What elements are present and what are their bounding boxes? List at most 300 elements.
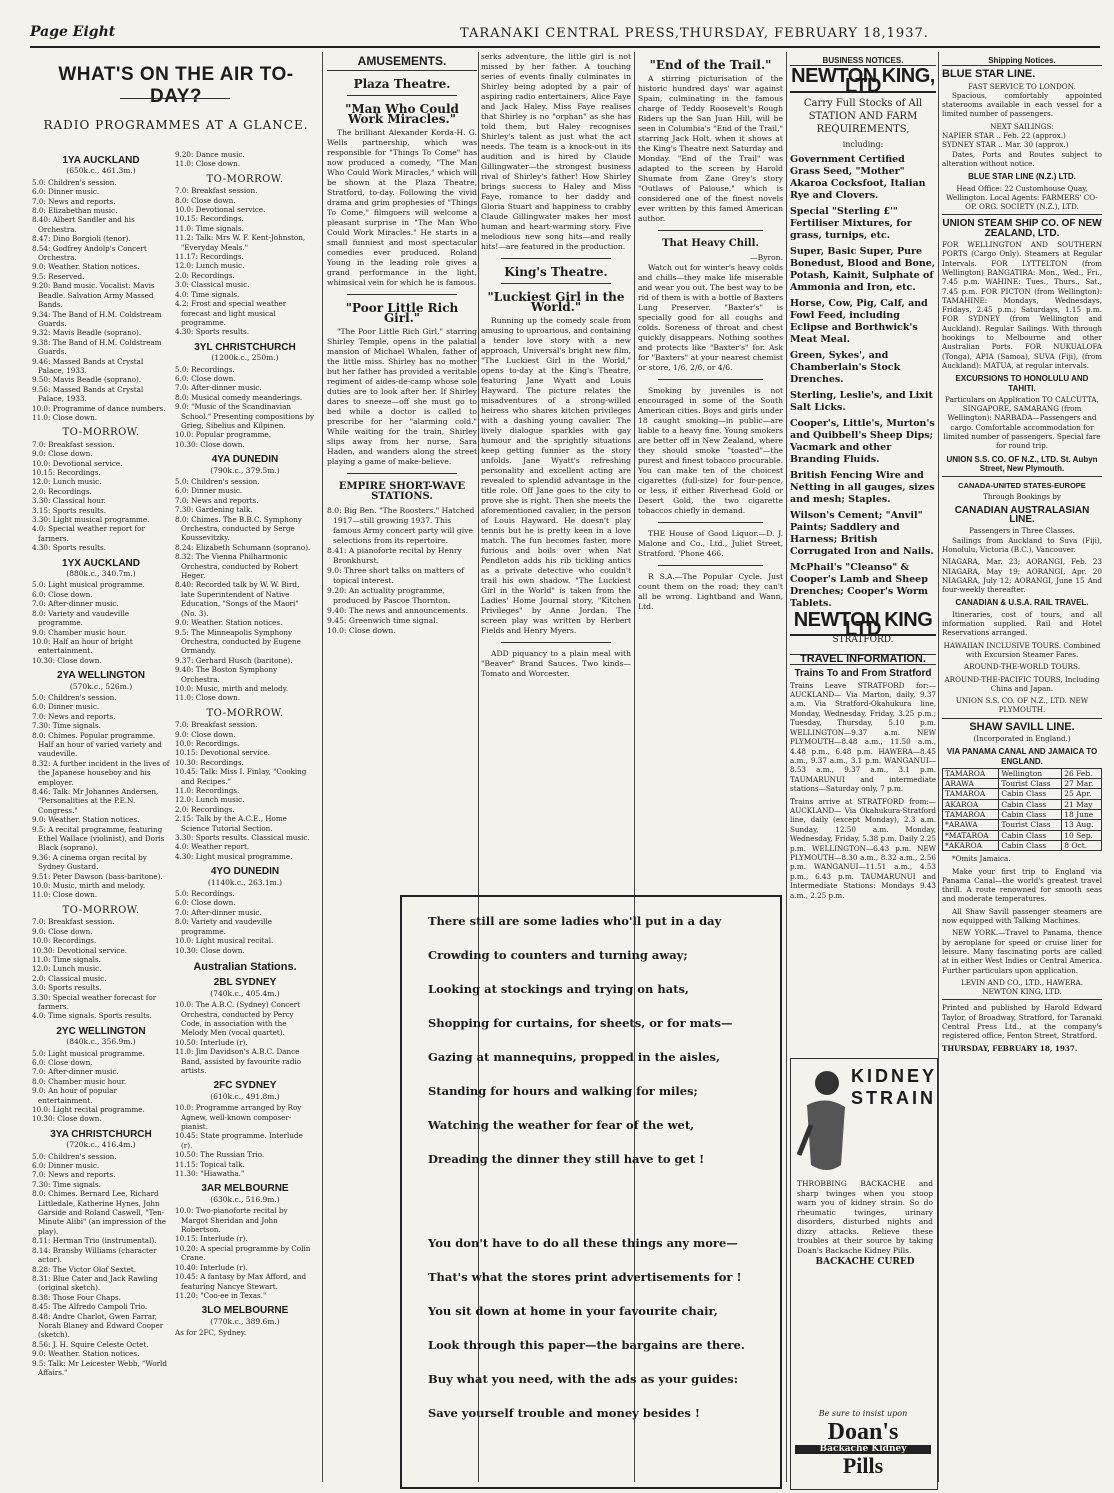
programme-item: 7.0: News and reports. (32, 711, 116, 721)
table-row (943, 789, 1102, 799)
programme-item: 6.0: Close down. (175, 373, 236, 383)
programme-item: 7.0: After-dinner music. (32, 1067, 119, 1077)
divider (347, 95, 457, 96)
programme-item: 4.2: Frost and special weather forecast and light musical programme. (175, 299, 287, 327)
table-row (943, 830, 1102, 840)
programme-item: 11.17: Recordings. (175, 252, 244, 262)
table-cell: TAMAROA (943, 789, 999, 799)
programme-item: 9.0: "Music of the Scandinavian School." Presenting compositions by Grieg, Sibelius and Kilpinen. (175, 402, 315, 430)
empire-heading: EMPIRE SHORT-WAVE STATIONS. (338, 481, 466, 502)
programme-list (175, 1103, 315, 1178)
programme-item: 9.0: Three short talks on matters of topical interest. (327, 566, 464, 585)
column-divider (938, 52, 939, 1482)
next-sailings: NEXT SAILINGS: (990, 121, 1054, 131)
programme-item: 10.15: Interlude (r). (175, 1234, 248, 1244)
page-header (30, 24, 1100, 48)
programme-item: 12.0: Lunch music. (175, 261, 245, 271)
table-cell: AKAROA (943, 799, 999, 809)
programme-list (32, 440, 170, 553)
programme-list (32, 917, 170, 1020)
station-freq: (610k.c., 491.8m.) (210, 1091, 280, 1101)
programme-item: 10.45: State programme. Interlude (r). (175, 1131, 303, 1150)
programme-list (175, 186, 315, 337)
programme-item: 9.40: The Boston Symphony Orchestra. (175, 665, 278, 684)
programme-item: 8.46: Talk: Mr Johannes Andersen, "Personalities at the P.E.N. Congress." (32, 787, 159, 815)
station-heading: 1YA AUCKLAND (62, 155, 140, 166)
programme-item: 9.38: The Band of H.M. Coldstream Guards. (32, 337, 162, 357)
programme-item: 5.0: Light musical programme. (32, 1048, 145, 1058)
sailing-table (942, 768, 1102, 851)
panama-heading: VIA PANAMA CANAL AND JAMAICA TO ENGLAND. (946, 747, 1098, 766)
ornament-rule (120, 98, 230, 99)
programme-item: 2.0: Recordings. (175, 270, 235, 280)
article-paragraph: "The Poor Little Rich Girl," starring Shirley Temple, opens in the palatial mansion of Michael Whalen, father of the little miss. Shirley has no mother but her father has provided a veritable regiment of aides-de-camp whose sole duties are to look after her. If Shirley dares to sneeze—off she must go to bed while a doctor is called to prescribe for her "alarming cold." While waiting for the train, Shirley slips away from her nurse, Sara Haden, and wanders along the street playing a game of make-believe. (327, 327, 477, 466)
station-heading: 2YC WELLINGTON (56, 1025, 146, 1037)
stock-item: Government Certified Grass Seed, "Mother" Akaroa Cocksfoot, Italian Rye and Clovers. (790, 153, 926, 201)
programme-item: 10.0: Two-pianoforte recital by Margot Sheridan and John Robertson. (175, 1206, 288, 1235)
table-cell: Cabin Class (999, 830, 1062, 840)
poem-line: Standing for hours and walking for miles; (428, 1084, 698, 1098)
doans-sub: Backache Kidney (795, 1445, 931, 1455)
programme-item: 3.30: Light musical programme. (32, 515, 150, 525)
programme-item: 8.0: Big Ben. "The Roosters." Hatched 1917—still growing 1937. This famous Army concert party will give selections from its repertoire. (327, 506, 475, 545)
station-freq: (650k.c., 461.3m.) (66, 166, 136, 176)
poem-line: Save yourself trouble and money besides ! (428, 1406, 700, 1420)
trail-heading: "End of the Trail." (649, 58, 772, 72)
blue-star-nz: BLUE STAR LINE (N.Z.) LTD. (968, 172, 1076, 182)
programme-item: 3.15: Sports results. (32, 505, 107, 515)
programme-item: 7.0: News and reports. (32, 1170, 116, 1180)
programme-item: 10.30: Recordings. (175, 757, 244, 767)
programme-item: 10.30: Devotional service. (32, 945, 127, 955)
programme-item: 10.0: Recordings. (175, 738, 240, 748)
world-tours: AROUND-THE-WORLD TOURS. (963, 662, 1080, 672)
backache-cured: BACKACHE CURED (815, 1257, 915, 1267)
programme-item: 4.0: Weather report. (175, 842, 250, 852)
imprint-date: THURSDAY, FEBRUARY 18, 1937. (942, 1043, 1078, 1053)
poem-line: Crowding to counters and turning away; (428, 948, 688, 962)
programme-item: 2.0: Recordings. (175, 804, 235, 814)
radio-column-2 (175, 150, 315, 1485)
programme-item: 9.56: Massed Bands at Crystal Palace, 1933. (32, 384, 144, 404)
programme-item: 7.0: Breakfast session. (32, 917, 115, 927)
programme-item: 3.0: Sports results. (32, 983, 102, 993)
programme-item: 7.0: News and reports. (175, 495, 259, 505)
article-paragraph: serks adventure, the little girl is not missed by her father. A touching series of events finally culminates in Shirley being adopted by a pair of aspiring radio entertainers, Alice Faye and Jack Haley. Miss Faye realises that Shirley is no "orphan" as she has told them, but Haley recognises Shirley's talent as just what the act needs. The team is a knock-out in its audition and is hired by Claude Gillingwater—the strongest business rival of Shirley's father! How Shirley brings success to Haley and Miss Faye, romance to her daddy and Gloria Stuart and happiness to crabby Claude Gillingwater makes her most human and heart-warming story. Five melodious new song hits—and really hits!—are featured in the production. (481, 52, 631, 251)
sailing-line: SYDNEY STAR .. Mar. 30 (approx.) (942, 140, 1069, 150)
programme-item: 9.0: Weather. Station notices. (32, 1349, 140, 1359)
programme-item: 9.32: Mavis Beadle (soprano). (32, 328, 142, 338)
programme-item: 8.0: Chimes. Bernard Lee, Richard Littledale, Katherine Hynes, John Garside and Roland Caswell, "Ten-Minute Alibi" (an impression of the play). (32, 1189, 166, 1236)
programme-item: 11.20: "Coo-ee in Texas." (175, 1290, 267, 1300)
programme-item: 10.0: Light recital programme. (32, 1105, 145, 1114)
table-cell: TAMAROA (943, 768, 999, 778)
pacific-tours: AROUND-THE-PACIFIC TOURS, Including China and Japan. (944, 674, 1100, 693)
station-freq: (630k.c., 516.9m.) (210, 1194, 280, 1204)
programme-item: 11.0: Jim Davidson's A.B.C. Dance Band, assisted by favourite radio artists. (175, 1047, 302, 1075)
programme-item: 9.34: The Band of H.M. Coldstream Guards. (32, 309, 162, 328)
article-paragraph: Smoking by juveniles is not encouraged in some of the South American cities. Boys and girls under 18 caught smoking—in public—are liable to a heavy fine. Young smokers are better off in New Zealand, where they should smoke "toasted"—the purest and finest tobacco procurable. You can make ten of the choicest cigarettes (full-size) for four-pence, or less, if either Riverhead Gold or Desert Gold, the two cigarette tobaccos chiefly in demand. (638, 386, 783, 515)
table-cell: TAMAROA (943, 810, 999, 820)
programme-item: 12.0: Lunch music. (32, 964, 102, 974)
poem-line: Gazing at mannequins, propped in the aisles, (428, 1050, 721, 1064)
programme-item: 12.0: Lunch music. (175, 795, 245, 805)
divider (501, 258, 611, 259)
tomorrow-heading: TO-MORROW. (206, 707, 284, 719)
programme-item: 8.48: Andre Charlot, Gwen Farrar, Norah Blaney and Edward Cooper (sketch). (32, 1311, 164, 1340)
programme-item: 6.0: Dinner music. (32, 702, 100, 712)
table-row (943, 820, 1102, 830)
travel-heading: TRAVEL INFORMATION. (790, 654, 936, 665)
programme-item: 3.30: Classical hour. (32, 496, 106, 506)
programme-list (32, 1049, 170, 1124)
programme-item: 8.32: The Vienna Philharmonic Orchestra, conducted by Robert Heger. (175, 552, 299, 581)
programme-item: 3.30: Special weather forecast for farmers. (32, 992, 157, 1011)
table-cell: 21 May (1062, 799, 1102, 809)
programme-item: 10.30: Close down. (175, 945, 245, 955)
programme-item: 9.0: An hour of popular entertainment. (32, 1086, 117, 1105)
three-classes: Passengers in Three Classes. (969, 526, 1075, 536)
programme-item: 9.0: Weather. Station notices. (175, 618, 283, 628)
programme-item: 11.2: Talk: Mrs W. F. Kent-Johnston, "Everyday Meals." (175, 233, 306, 252)
programme-item: 10.0: Light musical recital. (175, 936, 274, 946)
poem-line: Looking at stockings and trying on hats, (428, 982, 689, 996)
kidney-body (797, 1179, 933, 1268)
programme-list (32, 178, 170, 423)
programme-item: 9.40: The news and announcements. (327, 606, 468, 615)
programme-item: 6.0: Dinner music. (175, 486, 243, 496)
excursion-heading: EXCURSIONS TO HONOLULU AND TAHITI. (955, 374, 1089, 393)
programme-item: 6.0: Close down. (175, 898, 236, 908)
station-heading: 3AR MELBOURNE (201, 1183, 289, 1195)
film-title: "Poor Little Rich Girl." (345, 301, 459, 325)
insist-text: Be sure to insist upon (818, 1409, 908, 1418)
programme-item: 7.30: Time signals. (32, 1179, 101, 1189)
programme-item: 10.0: Music, mirth and melody. (32, 881, 146, 891)
table-cell: 25 Apr. (1062, 789, 1102, 799)
programme-list (32, 693, 170, 900)
radio-column-1 (32, 150, 170, 1485)
programme-item: 10.15: Recordings. (175, 214, 244, 224)
station-freq: (1140k.c., 263.1m.) (207, 877, 283, 887)
notice-paragraph: Make your first trip to England via Panama Canal—the world's greatest travel thrill. A route renowned for smooth seas and moderate temperatures. (942, 866, 1102, 904)
newton-king-items (790, 154, 936, 610)
newton-king-incl: including: (842, 140, 884, 150)
station-heading: 3YA CHRISTCHURCH (50, 1128, 152, 1140)
notice-paragraph: Itineraries, cost of tours, and all information supplied. Rail and Hotel Reservations arranged. (942, 609, 1102, 638)
amusements-heading: AMUSEMENTS. (327, 56, 477, 71)
programme-item: 6.0: Dinner music. (32, 1161, 100, 1171)
table-cell: Cabin Class (999, 799, 1062, 809)
imprint: Printed and published by Harold Edward Taylor, of Broadway, Stratford, for Taranaki Central Press Ltd., at the company's registered office, Fenton Street, Stratford. (942, 1003, 1102, 1041)
notice-paragraph: Particulars on Application TO CALCUTTA, SINGAPORE, SAMARANG (from Wellington): NARBADA—Passengers and cargo. Comfortable accommodation for limited number of passengers. Special fare for round trip. (943, 394, 1101, 451)
table-cell: Wellington (999, 768, 1062, 778)
programme-list (175, 889, 315, 955)
programme-item: 10.0: The A.B.C. (Sydney) Concert Orchestra, conducted by Percy Code, in association with the Melody Men (vocal quartet). (175, 1000, 301, 1038)
programme-list (175, 1206, 315, 1300)
poem-line: There still are some ladies who'll put in a day (428, 914, 722, 928)
kings-column (481, 52, 631, 882)
article-paragraph: Running up the comedy scale from amusing to uproarious, and containing a tender love story with a new approach, Universal's bright new film, "The Luckiest Girl in the World," opens to-day at the King's Theatre, featuring Jane Wyatt and Louis Hayward. The picture relates the misadventures of a strong-willed heiress who shares kitchen privileges with a dashing young cavalier. The lively dialogue sparkles with gay humour and the sprightly situations keep getting funnier as the story unfolds. Jane Wyatt's refreshing personality and excellent acting are revealed to splendid advantage in the title role. Off Jane goes to the city to prove she is right. Then she meets the aforementioned cavalier, in the person of Louis Hayward. He doesn't play tennis but he is pretty keen in a love match. The fun becomes faster, more furious and boils over when Nat Pendleton adds his rib tickling antics as a private detective who couldn't trail his own shadow. "The Luckiest Girl in the World" is taken from the Ladies' Home Journal story, "Kitchen Privileges" by Anne Jordan. The screen play was written by Herbert Fields and Henry Myers. (481, 316, 631, 635)
programme-item: 10.0: Programme of dance numbers. (32, 403, 166, 413)
poem-line: Dreading the dinner they still have to get ! (428, 1152, 705, 1166)
divider (658, 379, 763, 380)
programme-item: 9.5: Reserved. (32, 271, 85, 281)
station-freq: (880k.c., 340.7m.) (66, 569, 136, 579)
business-heading: BUSINESS NOTICES. (790, 56, 936, 66)
table-cell: *MATAROA (943, 830, 999, 840)
trains-leave: Trains Leave STRATFORD for:—AUCKLAND— Via Marton, daily, 9.37 a.m. Via Stratford-Okahukura line, Monday, Wednesday, Friday, 3.25 p.m.; Tuesday, Thursday, 5.10 p.m. WELLINGTON—9.37 a.m. NEW PLYMOUTH—8.48 a.m., 11.50 a.m., 4.48 p.m., 6.48 p.m. HAWERA—8.45 a.m., 9.37 a.m., 3.1 p.m. WANGANUI—8.53 a.m., 9.37 a.m., 3.1 p.m. TAUMARUNUI and intermediate stations—Saturday only, 7 p.m. (790, 680, 936, 794)
chill-byline: —Byron. (750, 253, 783, 262)
programme-item: 10.30: Close down. (32, 1114, 102, 1124)
table-row (943, 810, 1102, 820)
divider (347, 473, 457, 474)
programme-item: 7.0: After-dinner music. (175, 383, 262, 393)
divider (942, 718, 1102, 719)
programme-item: 9.37: Gerhard Husch (baritone). (175, 655, 293, 665)
hawaiian-tours: HAWAIIAN INCLUSIVE TOURS. Combined with Excursion Steamer Fares. (943, 640, 1101, 659)
table-cell: 10 Sep. (1062, 830, 1102, 840)
programme-item: 7.30: Time signals. (32, 721, 101, 731)
programme-item: 7.0: Breakfast session. (32, 439, 115, 449)
programme-item: 8.56: J. H. Squire Celeste Octet. (32, 1339, 149, 1349)
sauce-advert: ADD piquancy to a plain meal with "Beaver" Brand Sauces. Two kinds—Tomato and Worcester. (481, 649, 631, 678)
stock-item: Green, Sykes', and Chamberlain's Stock Drenches. (790, 349, 901, 385)
programme-item: 9.20: Dance music. (175, 150, 245, 159)
station-freq: (740k.c., 405.4m.) (210, 988, 280, 998)
notice-paragraph: NEW YORK.—Travel to Panama, thence by aeroplane for speed or cruise liner for leisure. Many fascinating ports are called at in either West Indies or Central America. Further particulars upon application. (942, 928, 1102, 975)
kings-film-title: "Luckiest Girl in the World." (487, 290, 625, 314)
programme-list (175, 365, 315, 450)
programme-item: 9.5: The Minneapolis Symphony Orchestra, conducted by Eugene Ormandy. (175, 627, 301, 656)
programme-item: 6.0: Close down. (32, 589, 93, 599)
kings-heading: King's Theatre. (504, 265, 608, 279)
australian-heading: Australian Stations. (193, 960, 297, 973)
notice-paragraph: Spacious, comfortably appointed staterooms available in each vessel for a limited number of passengers. (942, 90, 1102, 119)
tomorrow-heading: TO-MORROW. (62, 904, 140, 916)
programme-item: 10.0: Devotional service. (175, 205, 266, 215)
programme-item: 11.0: Close down. (32, 890, 98, 900)
programme-item: 6.0: Close down. (32, 1057, 93, 1067)
trains-heading: Trains To and From Stratford (794, 668, 932, 680)
agents: LEVIN AND CO., LTD., HAWERA. NEWTON KING, LTD. (960, 977, 1083, 997)
station-heading: 2BL SYDNEY (213, 977, 277, 989)
programme-item: 9.0: Weather. Station notices. (32, 262, 140, 272)
programme-item: 6.0: Dinner music. (32, 187, 100, 197)
station-heading: 3LO MELBOURNE (201, 1305, 289, 1317)
newton-king-carry: Carry Full Stocks of All STATION AND FARM REQUIREMENTS, (803, 98, 923, 136)
article-paragraph: Watch out for winter's heavy colds and chills—they make life miserable and wear you out. The best way to be rid of them is with a bottle of Baxters Lung Preserver. "Baxter's" is specially good for all coughs and colds. Soreness of throat and chest quickly disappears. Nothing soothes and protects like "Baxter's" for. Ask for "Baxters" at your nearest chemist or store, 1/6, 2/6, or 4/6. (638, 263, 783, 372)
programme-item: 4.30: Sports results. (32, 543, 107, 553)
programme-item: 8.0: Chimes. Popular programme. Half an hour of varied variety and vaudeville. (32, 730, 162, 759)
newton-king-logo: NEWTON KING, LTD (791, 65, 935, 97)
column-divider (322, 52, 323, 1482)
programme-item: 9.46: Massed Bands at Crystal Palace, 1933. (32, 356, 144, 375)
programme-list (175, 150, 315, 169)
plaza-heading: Plaza Theatre. (353, 77, 451, 91)
programme-item: 9.5: Talk: Mr Leicester Webb, "World Affairs." (32, 1358, 167, 1377)
programme-item: 11.0: Time signals. (175, 223, 244, 233)
programme-item: 11.0: Recordings. (175, 786, 240, 795)
programme-item: 8.31: Blue Cater and Jack Rawling (original sketch). (32, 1273, 158, 1293)
table-row (943, 768, 1102, 778)
station-heading: 2FC SYDNEY (213, 1080, 277, 1092)
notice-paragraph: Sailings from Auckland to Suva (Fiji), Honolulu, Victoria (B.C.), Vancouver. (942, 535, 1102, 554)
union-address: UNION S.S. CO. OF N.Z., LTD. St. Aubyn Street, New Plymouth. (946, 454, 1098, 473)
stock-item: Super, Basic Super, Pure Bonedust, Blood and Bone, Potash, Kainit, Sulphate of Ammonia and Iron, etc. (790, 245, 936, 293)
table-cell: 8 Oct. (1062, 840, 1102, 850)
programme-item: 8.40: Recorded talk by W. W. Bird, late Superintendent of Native Education, "Songs of the Maori" (No. 3). (175, 580, 300, 618)
programme-item: 4.30: Sports results. (175, 327, 250, 337)
station-freq: (840k.c., 356.9m.) (66, 1037, 136, 1047)
cycle-advert: R S.A.—The Popular Cycle. Just count them on the road; they can't all be wrong. Lightband and Wann, Ltd. (638, 572, 783, 611)
divider (942, 999, 1102, 1000)
divider (942, 476, 1102, 477)
poem-line: That's what the stores print advertisements for ! (428, 1270, 742, 1284)
programme-item: 4.0: Special weather report for farmers. (32, 524, 145, 543)
programme-item: 8.0: Variety and vaudeville programme. (175, 917, 273, 936)
business-column (790, 52, 936, 1052)
poem-line: Watching the weather for fear of the wet, (428, 1118, 695, 1132)
article-paragraph: A stirring picturisation of the historic hundred days' war against Spain, culminating in the famous charge of Teddy Roosevelt's Rough Riders up the San Juan Hill, will be seen in Columbia's "End of the Trail," starring Jack Holt, when it shows at the King's Theatre next Saturday and Monday. "End of the Trail" was adapted to the screen by Harold Shumate from Zane Grey's story "Outlaws of Palouse," which is considered one of the finest novels ever written by this famed American author. (638, 74, 783, 223)
doans-advert (790, 1058, 938, 1490)
shaw-sub: (Incorporated in England.) (973, 734, 1071, 743)
sailing-line: NAPIER STAR .. Feb. 22 (approx.) (942, 131, 1066, 141)
programme-item: 3.0: Classical music. (175, 280, 250, 290)
programme-item: 11.0: Close down. (175, 159, 241, 169)
programme-item: 9.0: Chamber music hour. (32, 627, 127, 637)
programme-item: 8.0: Variety and vaudeville programme. (32, 608, 130, 628)
table-cell: 13 Aug. (1062, 820, 1102, 830)
plaza-film-title: "Man Who Could Work Miracles." (345, 102, 459, 126)
programme-item: 8.47: Dino Borgioli (tenor). (32, 234, 131, 244)
programme-item: 8.14: Bransby Williams (character actor). (32, 1245, 157, 1265)
divider (942, 214, 1102, 215)
programme-item: 4.0: Time signals. (175, 289, 240, 299)
rail-heading: CANADIAN & U.S.A. RAIL TRAVEL. (955, 598, 1089, 608)
station-freq: (770k.c., 389.6m.) (210, 1316, 280, 1326)
programme-item: 9.0: Weather. Station notices. (32, 815, 140, 825)
table-cell: *AKAROA (943, 840, 999, 850)
blue-star-heading: BLUE STAR LINE. (942, 68, 1036, 81)
table-cell: 27 Mar. (1062, 779, 1102, 789)
table-row (943, 779, 1102, 789)
programme-item: 10.15: Recordings. (32, 468, 101, 477)
programme-item: 4.0: Time signals. Sports results. (32, 1011, 152, 1021)
shipping-heading: Shipping Notices. (942, 56, 1102, 66)
programme-item: 5.0: Children's session. (32, 177, 117, 187)
notice-paragraph: NIAGARA, Mar. 23; AORANGI, Feb. 23 NIAGARA, May 19; AORANGI, Apr. 20 NIAGARA, July 12; AORANGI, June 15 And four-weekly thereafter. (942, 557, 1102, 595)
notice-paragraph: Head Office: 22 Customhouse Quay, Wellington. Local Agents: FARMERS' CO-OP. ORG. SOCIETY (N.Z.), LTD. (946, 183, 1098, 212)
kidney-title: KIDNEY STRAIN (851, 1066, 937, 1108)
programme-item: 10.0: Popular programme. (175, 430, 271, 440)
radio-subheadline: RADIO PROGRAMMES AT A GLANCE. (43, 118, 309, 132)
programme-item: 5.0: Children's session. (32, 1151, 117, 1161)
table-cell: Cabin Class (999, 789, 1062, 799)
programme-item: 9.51: Peter Dawson (bass-baritone). (32, 871, 163, 881)
table-cell: 26 Feb. (1062, 768, 1102, 778)
programme-item: 5.0: Recordings. (175, 889, 235, 899)
table-row (943, 799, 1102, 809)
programme-item: 8.38: Those Four Chaps. (32, 1292, 121, 1302)
notice-paragraph: Dates, Ports and Routes subject to alteration without notice. (942, 149, 1102, 168)
programme-item: 12.0: Lunch music. (32, 477, 102, 487)
doans-pills: Pills (842, 1453, 884, 1478)
table-cell: *ARAWA (943, 820, 999, 830)
programme-item: 5.0: Light musical programme. (32, 580, 145, 590)
programme-item: 10.0: Close down. (327, 626, 396, 635)
poem-line: Shopping for curtains, for sheets, or for mats— (428, 1016, 733, 1030)
shipping-column (942, 52, 1102, 1482)
programme-item: As for 2FC, Sydney. (175, 1328, 247, 1338)
station-heading: 1YX AUCKLAND (62, 557, 140, 569)
stock-item: British Fencing Wire and Netting in all gauges, sizes and mesh; Staples. (790, 469, 935, 505)
programme-item: 10.30: Close down. (175, 439, 245, 449)
masthead: TARANAKI CENTRAL PRESS,THURSDAY, FEBRUARY 18,1937. (460, 26, 929, 41)
station-freq: (1200k.c., 250m.) (211, 353, 279, 363)
programme-item: 10.20: A special programme by Colin Crane. (175, 1243, 311, 1263)
programme-item: 10.45: A fantasy by Max Afford, and featuring Nancye Stewart. (175, 1272, 307, 1291)
station-heading: 2YA WELLINGTON (57, 670, 145, 682)
kidney-text: THROBBING BACKACHE and sharp twinges when you stoop warn you of kidney strain. So do rheumatic twinges, urinary disorders, disturbed nights and dizzy attacks. Relieve these troubles at their source by taking Doan's Backache Kidney Pills. (797, 1179, 933, 1255)
doans-logo (795, 1409, 931, 1487)
programme-item: 7.0: Breakfast session. (175, 720, 258, 730)
station-heading: 3YL CHRISTCHURCH (194, 341, 296, 353)
programme-item: 8.0: Close down. (175, 195, 236, 205)
programme-item: 8.54: Godfrey Andolp's Concert Orchestra. (32, 243, 147, 263)
programme-item: 2.0: Classical music. (32, 973, 107, 983)
table-cell: Cabin Class (999, 840, 1062, 850)
programme-item: 3.30: Sports results. Classical music. (175, 833, 310, 843)
programme-item: 11.0: Close down. (32, 412, 98, 422)
programme-item: 2.0: Recordings. (32, 486, 92, 496)
programme-list (32, 580, 170, 665)
programme-item: 8.0: Chimes. The B.B.C. Symphony Orchestra, conducted by Serge Koussevitzky. (175, 514, 302, 543)
newton-king-logo-2: NEWTON KING LTD (790, 616, 936, 637)
station-freq: (720k.c., 416.4m.) (66, 1140, 136, 1150)
through-bookings: Through Bookings by (983, 492, 1061, 502)
programme-item: 10.0: Half an hour of bright entertainment. (32, 636, 133, 656)
programme-item: 11.15: Topical talk. (175, 1159, 245, 1169)
programme-item: 7.30: Gardening talk. (175, 505, 253, 515)
programme-item: 10.0: Devotional service. (32, 458, 123, 468)
stock-item: McPhail's "Cleanso" & Cooper's Lamb and Sheep Drenches; Cooper's Worm Tablets. (790, 561, 928, 609)
stock-item: Sterling, Leslie's, and Lixit Salt Licks. (790, 389, 933, 413)
table-cell: Tourist Class (999, 779, 1062, 789)
trains-arrive: Trains arrive at STRATFORD from:—AUCKLAND— Via Okahukura-Stratford line, daily (except Monday), 2.3 a.m. Sunday, 12.50 a.m. Monday, Wednesday, Friday, 5.38 p.m. Daily 2.25 p.m. WELLINGTON—6.43 p.m. NEW PLYMOUTH—8.30 a.m., 8.32 a.m., 2.56 p.m. WANGANUI—11.51 a.m., 4.53 p.m., 6.43 p.m. TAUMARUNUI and Intermediate Stations: Mondays 9.43 a.m., 2.25 p.m. (790, 796, 936, 900)
station-freq: (570k.c., 526m.) (69, 681, 133, 691)
programme-item: 5.0: Recordings. (175, 364, 235, 374)
programme-item: 9.45: Greenwich time signal. (327, 616, 438, 625)
programme-item: 7.0: After-dinner music. (32, 599, 119, 609)
programme-item: 10.50: Interlude (r). (175, 1037, 248, 1047)
liquor-advert: THE House of Good Liquor.—D. J. Malone and Co., Ltd., Juliet Street, Stratford. 'Phone 466. (638, 529, 783, 558)
divider (658, 522, 763, 523)
tomorrow-heading: TO-MORROW. (62, 427, 140, 439)
programme-item: 8.28: The Victor Olof Sextet. (32, 1264, 137, 1274)
advertising-poem-box (400, 895, 782, 1489)
programme-item: 9.0: Close down. (32, 449, 93, 459)
union-nz: UNION S.S. CO. OF N.Z., LTD. NEW PLYMOUTH. (955, 696, 1089, 715)
programme-list (32, 1152, 170, 1378)
programme-item: 10.0: Programme arranged by Roy Agnew, well-known composer-pianist. (175, 1103, 302, 1131)
programme-item: 11.30: "Hiawatha." (175, 1169, 245, 1179)
programme-item: 8.32: A further incident in the lives of the Japanese houseboy and his employer. (32, 758, 170, 787)
article-paragraph: The brilliant Alexander Korda-H. G. Wells partnership, which was responsible for "Things To Come" has now produced a comedy, "The Man Who Could Work Miracles," which will be shown at the Plaza Theatre, Stratford, to-day. Following the vivid drama and grim prophesies of "Things To Come," filmgoers will welcome a pleasant surprise in "The Man Who Could Work Miracles." He starts in a small funniest and most spectacular comedies ever produced. Roland Young in the leading role gives a grand performance in the light, whimsical vein for which he is famous. (327, 128, 477, 287)
programme-item: 9.36: A cinema organ recital by Sydney Gustard. (32, 852, 147, 872)
blue-star-sub: FAST SERVICE TO LONDON. (968, 81, 1076, 91)
canadian-line: CANADIAN AUSTRALASIAN LINE. (954, 504, 1090, 526)
